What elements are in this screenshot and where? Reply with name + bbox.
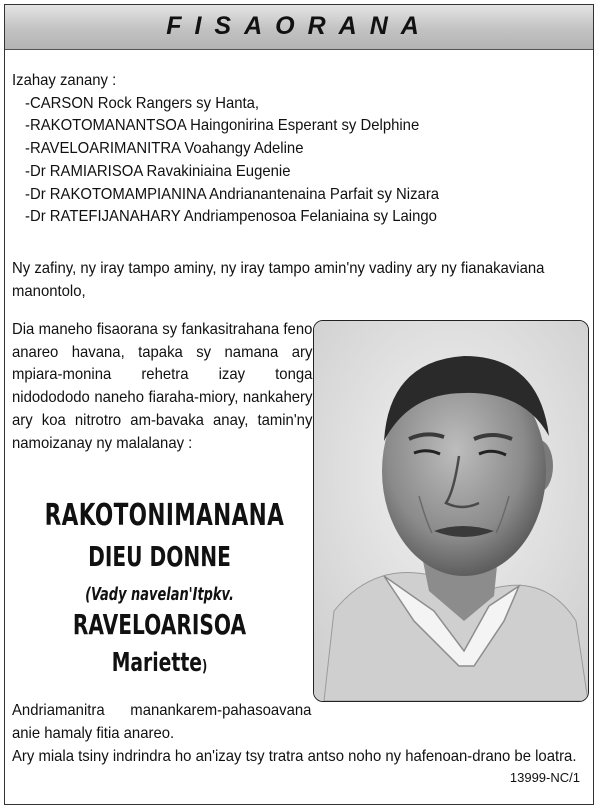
list-item: -RAKOTOMANANTSOA Haingonirina Esperant sy Delphine xyxy=(25,117,420,135)
spouse-given-name xyxy=(45,648,275,678)
deceased-given-name: DIEU DONNE xyxy=(88,540,231,573)
children-list xyxy=(12,70,439,229)
children-heading: Izahay zanany : xyxy=(12,72,117,89)
blessing-paragraph: Andriamanitra manankarem-pahasoavana anie hamaly fitia anareo. xyxy=(12,702,312,742)
list-item: -Dr RATEFIJANAHARY Andriampenosoa Felaniaina sy Laingo xyxy=(25,208,437,226)
title-banner xyxy=(5,5,593,50)
spouse-surname: RAVELOARISOA xyxy=(72,608,247,641)
spouse-closing-paren: ) xyxy=(201,656,208,675)
spouse-note: (Vady navelan'Itpkv. xyxy=(85,584,234,605)
page-title: FISAORANA xyxy=(166,12,432,40)
list-item: -Dr RAKOTOMAMPIANINA Andrianantenaina Parfait sy Nizara xyxy=(25,185,440,203)
list-item: -CARSON Rock Rangers sy Hanta, xyxy=(25,94,260,112)
list-item: -RAVELOARIMANITRA Voahangy Adeline xyxy=(25,140,304,158)
portrait-illustration xyxy=(314,321,588,701)
portrait-photo xyxy=(313,320,589,702)
list-item: -Dr RAMIARISOA Ravakiniaina Eugenie xyxy=(25,162,291,180)
family-paragraph: Ny zafiny, ny iray tampo aminy, ny iray tampo amin'ny vadiny ary ny fianakaviana manontolo, xyxy=(12,260,545,300)
deceased-surname: RAKOTONIMANANA xyxy=(44,498,285,533)
thanks-paragraph: Dia maneho fisaorana sy fankasitrahana feno anareo havana, tapaka sy namana ary mpiara-monina rehetra izay tonga nidodododo naneho fiaraha-miory, nankahery ary koa nitrotro am-bavaka anay, tamin'ny namoizanay ny malalanay : xyxy=(12,321,313,452)
spouse-first-name: Mariette xyxy=(111,648,202,678)
names-list xyxy=(12,93,439,229)
reference-code: 13999-NC/1 xyxy=(509,770,580,785)
closing-paragraph: Ary miala tsiny indrindra ho an'izay tsy tratra antso noho ny hafenoan-drano be loatra. xyxy=(12,748,577,765)
